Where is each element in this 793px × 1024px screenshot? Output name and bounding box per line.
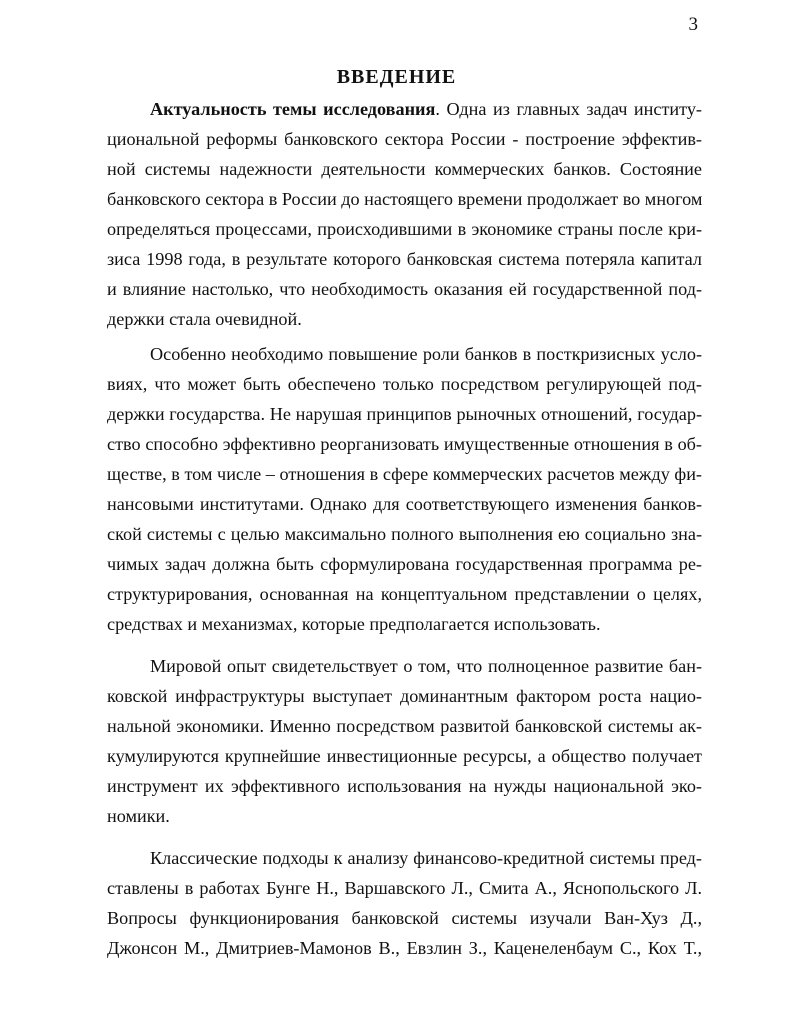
paragraph-line: Вопросы функционирования банковской системы изучали Ван-Хуз Д., xyxy=(107,908,702,928)
paragraph-line: ство способно эффективно реорганизовать имущественные отношения в об- xyxy=(107,434,702,454)
paragraph-line: виях, что может быть обеспечено только посредством регулирующей под- xyxy=(107,374,702,394)
paragraph-line: ковской инфраструктуры выступает доминантным фактором роста нацио- xyxy=(107,686,702,706)
paragraph-relevance xyxy=(107,94,702,334)
paragraph-line: чимых задач должна быть сформулирована государственная программа ре- xyxy=(107,554,702,574)
paragraph-line: ществе, в том числе – отношения в сфере коммерческих расчетов между фи- xyxy=(107,464,702,484)
paragraph-line: зиса 1998 года, в результате которого банковская система потеряла капитал xyxy=(107,249,702,269)
paragraph-line: банковского сектора в России до настоящего времени продолжает во многом xyxy=(107,189,703,209)
paragraph-line: циональной реформы банковского сектора России - построение эффектив- xyxy=(107,129,702,149)
paragraph-line: ставлены в работах Бунге Н., Варшавского Л., Смита А., Яснопольского Л. xyxy=(107,878,702,898)
paragraph-line: Мировой опыт свидетельствует о том, что полноценное развитие бан- xyxy=(150,656,702,676)
paragraph-line: Классические подходы к анализу финансово-кредитной системы пред- xyxy=(150,848,702,868)
paragraph-line: нальной экономики. Именно посредством развитой банковской системы ак- xyxy=(107,716,702,736)
paragraph-line: и влияние настолько, что необходимость оказания ей государственной под- xyxy=(107,279,702,299)
paragraph-line: Особенно необходимо повышение роли банков в посткризисных усло- xyxy=(150,344,702,364)
paragraph-line: определяться процессами, происходившими в экономике страны после кри- xyxy=(107,219,702,239)
paragraph-line: инструмент их эффективного использования на нужды национальной эко- xyxy=(107,776,702,796)
paragraph-classical-approaches xyxy=(107,843,702,963)
paragraph-line: структурирования, основанная на концептуальном представлении о целях, xyxy=(107,584,702,604)
paragraph-line: ской системы с целью максимально полного выполнения ею социально зна- xyxy=(107,524,702,544)
paragraph-line: номики. xyxy=(107,806,170,826)
paragraph-world-experience xyxy=(107,651,702,831)
paragraph-line: нансовыми институтами. Однако для соответствующего изменения банков- xyxy=(107,494,702,514)
paragraph-line: держки государства. Не нарушая принципов рыночных отношений, государ- xyxy=(107,404,702,424)
relevance-heading: Актуальность темы исследования xyxy=(150,99,436,119)
paragraph-bank-role xyxy=(107,339,702,639)
paragraph-line: средствах и механизмах, которые предполагается использовать. xyxy=(107,614,601,634)
paragraph-line: Джонсон М., Дмитриев-Мамонов В., Евзлин З., Каценеленбаум С., Кох Т., xyxy=(107,938,702,958)
line-text: . Одна из главных задач институ- xyxy=(435,99,702,119)
page-number: 3 xyxy=(688,14,698,35)
paragraph-line xyxy=(107,94,702,124)
paragraph-line: кумулируются крупнейшие инвестиционные ресурсы, а общество получает xyxy=(107,746,702,766)
page-title: ВВЕДЕНИЕ xyxy=(336,66,457,88)
paragraph-line: держки стала очевидной. xyxy=(107,309,302,329)
paragraph-line: ной системы надежности деятельности коммерческих банков. Состояние xyxy=(107,159,702,179)
